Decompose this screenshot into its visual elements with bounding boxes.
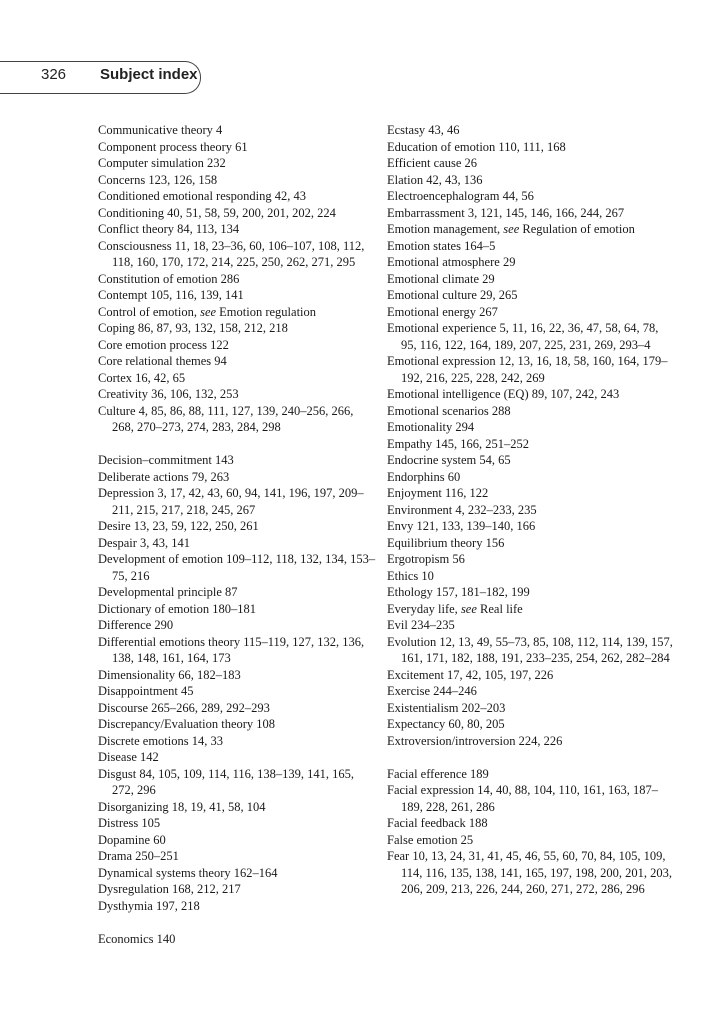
index-entry bbox=[98, 617, 376, 634]
index-entry-text: Expectancy 60, 80, 205 bbox=[387, 717, 505, 731]
index-entry bbox=[387, 304, 677, 321]
index-entry-text: Excitement 17, 42, 105, 197, 226 bbox=[387, 667, 554, 682]
index-entry-text: Distress 105 bbox=[98, 816, 161, 830]
index-entry bbox=[387, 320, 677, 353]
index-entry bbox=[387, 617, 677, 634]
index-entry bbox=[98, 799, 376, 816]
index-entry bbox=[387, 436, 677, 453]
index-entry bbox=[387, 601, 677, 618]
index-entry bbox=[98, 700, 376, 717]
index-entry bbox=[387, 254, 677, 271]
index-entry bbox=[98, 535, 376, 552]
index-entry-text: Education of emotion 110, 111, 168 bbox=[387, 139, 566, 154]
see-reference: see bbox=[200, 304, 217, 319]
index-entry-text: Drama 250–251 bbox=[98, 849, 179, 863]
index-entry-text: Enjoyment 116, 122 bbox=[387, 486, 489, 500]
index-entry bbox=[387, 238, 677, 255]
index-entry-text: Differential emotions theory 115–119, 127, 132, 136, 138, 148, 161, 164, 173 bbox=[98, 634, 365, 665]
index-entry-text: Dimensionality 66, 182–183 bbox=[98, 667, 241, 682]
index-entry-text: Dopamine 60 bbox=[98, 832, 166, 847]
index-entry bbox=[387, 551, 677, 568]
index-entry bbox=[98, 221, 376, 238]
index-entry-text: Facial expression 14, 40, 88, 104, 110, 161, 163, 187–189, 228, 261, 286 bbox=[387, 783, 659, 814]
index-entry bbox=[98, 304, 376, 321]
index-entry bbox=[98, 122, 376, 139]
index-entry-text: Equilibrium theory 156 bbox=[387, 535, 505, 550]
index-entry-text: Component process theory 61 bbox=[98, 139, 248, 154]
index-entry-text: Emotionality 294 bbox=[387, 420, 475, 434]
index-entry bbox=[98, 667, 376, 684]
index-entry bbox=[387, 386, 677, 403]
index-entry bbox=[387, 782, 677, 815]
index-entry-text: Cortex 16, 42, 65 bbox=[98, 370, 186, 385]
index-entry-text: Consciousness 11, 18, 23–36, 60, 106–107, 108, 112, 118, 160, 170, 172, 214, 225, 250, 262, 271, 295 bbox=[98, 238, 365, 269]
index-entry bbox=[387, 502, 677, 519]
page-number: 326 bbox=[41, 66, 67, 83]
index-entry-text: Depression 3, 17, 42, 43, 60, 94, 141, 196, 197, 209–211, 215, 217, 218, 245, 267 bbox=[98, 486, 364, 517]
index-entry-text: Emotional culture 29, 265 bbox=[387, 288, 518, 302]
index-entry bbox=[98, 848, 376, 865]
index-entry-text: Elation 42, 43, 136 bbox=[387, 172, 483, 187]
index-entry-text: Conditioned emotional responding 42, 43 bbox=[98, 189, 306, 203]
index-entry-text: Ethics 10 bbox=[387, 568, 434, 583]
index-entry bbox=[98, 172, 376, 189]
index-entry bbox=[387, 155, 677, 172]
index-entry bbox=[387, 271, 677, 288]
index-entry-text: Emotional atmosphere 29 bbox=[387, 255, 516, 269]
index-entry-text: Difference 290 bbox=[98, 618, 174, 632]
index-entry-text: Facial efference 189 bbox=[387, 766, 489, 781]
see-target: Emotion regulation bbox=[216, 304, 317, 319]
index-entry bbox=[387, 469, 677, 486]
index-entry-text: Existentialism 202–203 bbox=[387, 700, 506, 715]
index-column-right bbox=[387, 122, 677, 898]
index-entry bbox=[98, 733, 376, 750]
index-entry-text: Dysthymia 197, 218 bbox=[98, 898, 200, 913]
index-entry-text: Computer simulation 232 bbox=[98, 156, 226, 170]
index-entry-text: Despair 3, 43, 141 bbox=[98, 535, 190, 550]
index-entry bbox=[98, 188, 376, 205]
index-entry-text: Constitution of emotion 286 bbox=[98, 271, 240, 286]
index-entry-text: Coping 86, 87, 93, 132, 158, 212, 218 bbox=[98, 321, 288, 335]
index-entry-text: Facial feedback 188 bbox=[387, 816, 488, 830]
index-entry bbox=[387, 584, 677, 601]
index-entry-text: Evil 234–235 bbox=[387, 618, 455, 632]
index-entry bbox=[387, 568, 677, 585]
index-entry bbox=[98, 865, 376, 882]
index-entry-text: Emotional experience 5, 11, 16, 22, 36, 47, 58, 64, 78, 95, 116, 122, 164, 189, 207, 225, 231, 269, 293–4 bbox=[387, 321, 659, 352]
index-entry bbox=[387, 485, 677, 502]
index-entry-text: Conditioning 40, 51, 58, 59, 200, 201, 202, 224 bbox=[98, 205, 336, 220]
index-entry bbox=[387, 733, 677, 750]
index-entry-text: Deliberate actions 79, 263 bbox=[98, 469, 230, 484]
index-entry bbox=[387, 188, 677, 205]
index-entry bbox=[387, 518, 677, 535]
index-entry bbox=[98, 469, 376, 486]
index-entry bbox=[387, 353, 677, 386]
index-entry bbox=[387, 535, 677, 552]
index-entry-text: Control of emotion, bbox=[98, 304, 201, 319]
index-entry bbox=[98, 238, 376, 271]
index-entry bbox=[387, 205, 677, 222]
index-entry-text: Concerns 123, 126, 158 bbox=[98, 172, 218, 187]
index-entry-text: Discrepancy/Evaluation theory 108 bbox=[98, 717, 276, 731]
index-entry bbox=[98, 370, 376, 387]
index-entry bbox=[98, 353, 376, 370]
index-entry-text: Dysregulation 168, 212, 217 bbox=[98, 882, 241, 896]
index-entry-text: Creativity 36, 106, 132, 253 bbox=[98, 387, 239, 401]
index-entry bbox=[387, 139, 677, 156]
index-column-left bbox=[98, 122, 376, 947]
index-entry-text: Emotion management, bbox=[387, 222, 504, 236]
index-entry-text: Disorganizing 18, 19, 41, 58, 104 bbox=[98, 799, 266, 814]
index-entry bbox=[98, 320, 376, 337]
index-entry-text: Everyday life, bbox=[387, 601, 461, 616]
index-entry bbox=[98, 832, 376, 849]
index-entry-text: Efficient cause 26 bbox=[387, 156, 478, 170]
index-entry-text: Disease 142 bbox=[98, 750, 159, 764]
index-entry-text: Endocrine system 54, 65 bbox=[387, 453, 511, 467]
index-entry bbox=[387, 766, 677, 783]
index-entry-text: Environment 4, 232–233, 235 bbox=[387, 502, 537, 517]
index-entry bbox=[98, 601, 376, 618]
index-entry bbox=[98, 931, 376, 948]
index-entry bbox=[98, 403, 376, 436]
index-entry bbox=[387, 122, 677, 139]
index-entry-text: Emotion states 164–5 bbox=[387, 238, 496, 253]
index-entry bbox=[98, 898, 376, 915]
index-entry-text: Embarrassment 3, 121, 145, 146, 166, 244, 267 bbox=[387, 205, 625, 220]
index-entry-text: Ethology 157, 181–182, 199 bbox=[387, 585, 530, 599]
index-entry bbox=[387, 815, 677, 832]
index-entry-text: Emotional energy 267 bbox=[387, 304, 498, 319]
index-entry bbox=[98, 683, 376, 700]
index-entry bbox=[387, 716, 677, 733]
index-entry bbox=[387, 287, 677, 304]
index-entry-text: Core emotion process 122 bbox=[98, 337, 229, 352]
index-entry bbox=[98, 815, 376, 832]
index-entry bbox=[387, 419, 677, 436]
index-entry-text: Evolution 12, 13, 49, 55–73, 85, 108, 112, 114, 139, 157, 161, 171, 182, 188, 191, 233–235, 254, 262, 282–284 bbox=[387, 634, 673, 665]
index-entry-text: Envy 121, 133, 139–140, 166 bbox=[387, 519, 536, 533]
index-entry bbox=[98, 634, 376, 667]
index-entry-text: Extroversion/introversion 224, 226 bbox=[387, 733, 563, 748]
index-entry bbox=[387, 221, 677, 238]
index-entry-text: Disappointment 45 bbox=[98, 684, 194, 698]
index-entry-text: Ergotropism 56 bbox=[387, 552, 465, 566]
index-entry bbox=[98, 155, 376, 172]
index-entry bbox=[387, 832, 677, 849]
index-entry-text: Emotional expression 12, 13, 16, 18, 58, 160, 164, 179–192, 216, 225, 228, 242, 269 bbox=[387, 354, 668, 385]
index-entry bbox=[98, 287, 376, 304]
index-entry-text: Desire 13, 23, 59, 122, 250, 261 bbox=[98, 519, 259, 533]
index-entry bbox=[98, 205, 376, 222]
index-entry bbox=[387, 667, 677, 684]
index-entry-text: Fear 10, 13, 24, 31, 41, 45, 46, 55, 60, 70, 84, 105, 109, 114, 116, 135, 138, 141, 165, 197, 198, 200, 201, 203, 206, 209, 213, 226, 244, 260, 271, 272, 286, 296 bbox=[387, 849, 672, 896]
index-entry-text: Dictionary of emotion 180–181 bbox=[98, 601, 256, 616]
index-entry-text: Culture 4, 85, 86, 88, 111, 127, 139, 240–256, 266, 268, 270–273, 274, 283, 284, 298 bbox=[98, 403, 354, 434]
index-entry-text: Core relational themes 94 bbox=[98, 354, 227, 368]
index-entry bbox=[98, 716, 376, 733]
index-entry-text: Contempt 105, 116, 139, 141 bbox=[98, 288, 244, 302]
index-entry bbox=[98, 139, 376, 156]
index-entry-text: Economics 140 bbox=[98, 931, 176, 946]
index-entry-text: Disgust 84, 105, 109, 114, 116, 138–139, 141, 165, 272, 296 bbox=[98, 766, 355, 797]
index-entry bbox=[387, 403, 677, 420]
index-entry-text: Emotional intelligence (EQ) 89, 107, 242, 243 bbox=[387, 387, 620, 401]
index-entry-text: Exercise 244–246 bbox=[387, 684, 477, 698]
index-entry bbox=[387, 172, 677, 189]
index-entry bbox=[387, 452, 677, 469]
index-entry-text: Communicative theory 4 bbox=[98, 123, 223, 137]
index-entry-text: Ecstasy 43, 46 bbox=[387, 123, 460, 137]
index-entry bbox=[98, 584, 376, 601]
index-entry-text: Discourse 265–266, 289, 292–293 bbox=[98, 700, 270, 715]
index-entry-text: Discrete emotions 14, 33 bbox=[98, 733, 223, 748]
index-entry bbox=[98, 485, 376, 518]
index-entry bbox=[98, 386, 376, 403]
index-entry-text: Electroencephalogram 44, 56 bbox=[387, 189, 534, 203]
index-entry bbox=[387, 848, 677, 898]
see-reference: see bbox=[503, 222, 520, 236]
index-entry-text: Emotional climate 29 bbox=[387, 271, 495, 286]
index-entry bbox=[387, 700, 677, 717]
index-entry-text: Development of emotion 109–112, 118, 132, 134, 153–75, 216 bbox=[98, 552, 376, 583]
index-entry bbox=[387, 634, 677, 667]
index-entry bbox=[98, 766, 376, 799]
index-entry bbox=[98, 518, 376, 535]
index-entry bbox=[98, 551, 376, 584]
running-title: Subject index bbox=[100, 66, 198, 83]
index-entry-text: Conflict theory 84, 113, 134 bbox=[98, 222, 240, 236]
index-entry bbox=[98, 881, 376, 898]
index-entry bbox=[98, 337, 376, 354]
index-entry-text: False emotion 25 bbox=[387, 832, 474, 847]
index-entry bbox=[387, 683, 677, 700]
index-entry-text: Developmental principle 87 bbox=[98, 585, 238, 599]
see-target: Regulation of emotion bbox=[519, 222, 635, 236]
see-reference: see bbox=[460, 601, 477, 616]
index-entry-text: Empathy 145, 166, 251–252 bbox=[387, 436, 530, 451]
index-entry-text: Emotional scenarios 288 bbox=[387, 403, 511, 418]
see-target: Real life bbox=[476, 601, 523, 616]
index-entry bbox=[98, 749, 376, 766]
index-entry-text: Dynamical systems theory 162–164 bbox=[98, 865, 278, 880]
index-entry-text: Endorphins 60 bbox=[387, 469, 461, 484]
index-entry bbox=[98, 271, 376, 288]
index-entry-text: Decision–commitment 143 bbox=[98, 453, 234, 467]
index-entry bbox=[98, 452, 376, 469]
